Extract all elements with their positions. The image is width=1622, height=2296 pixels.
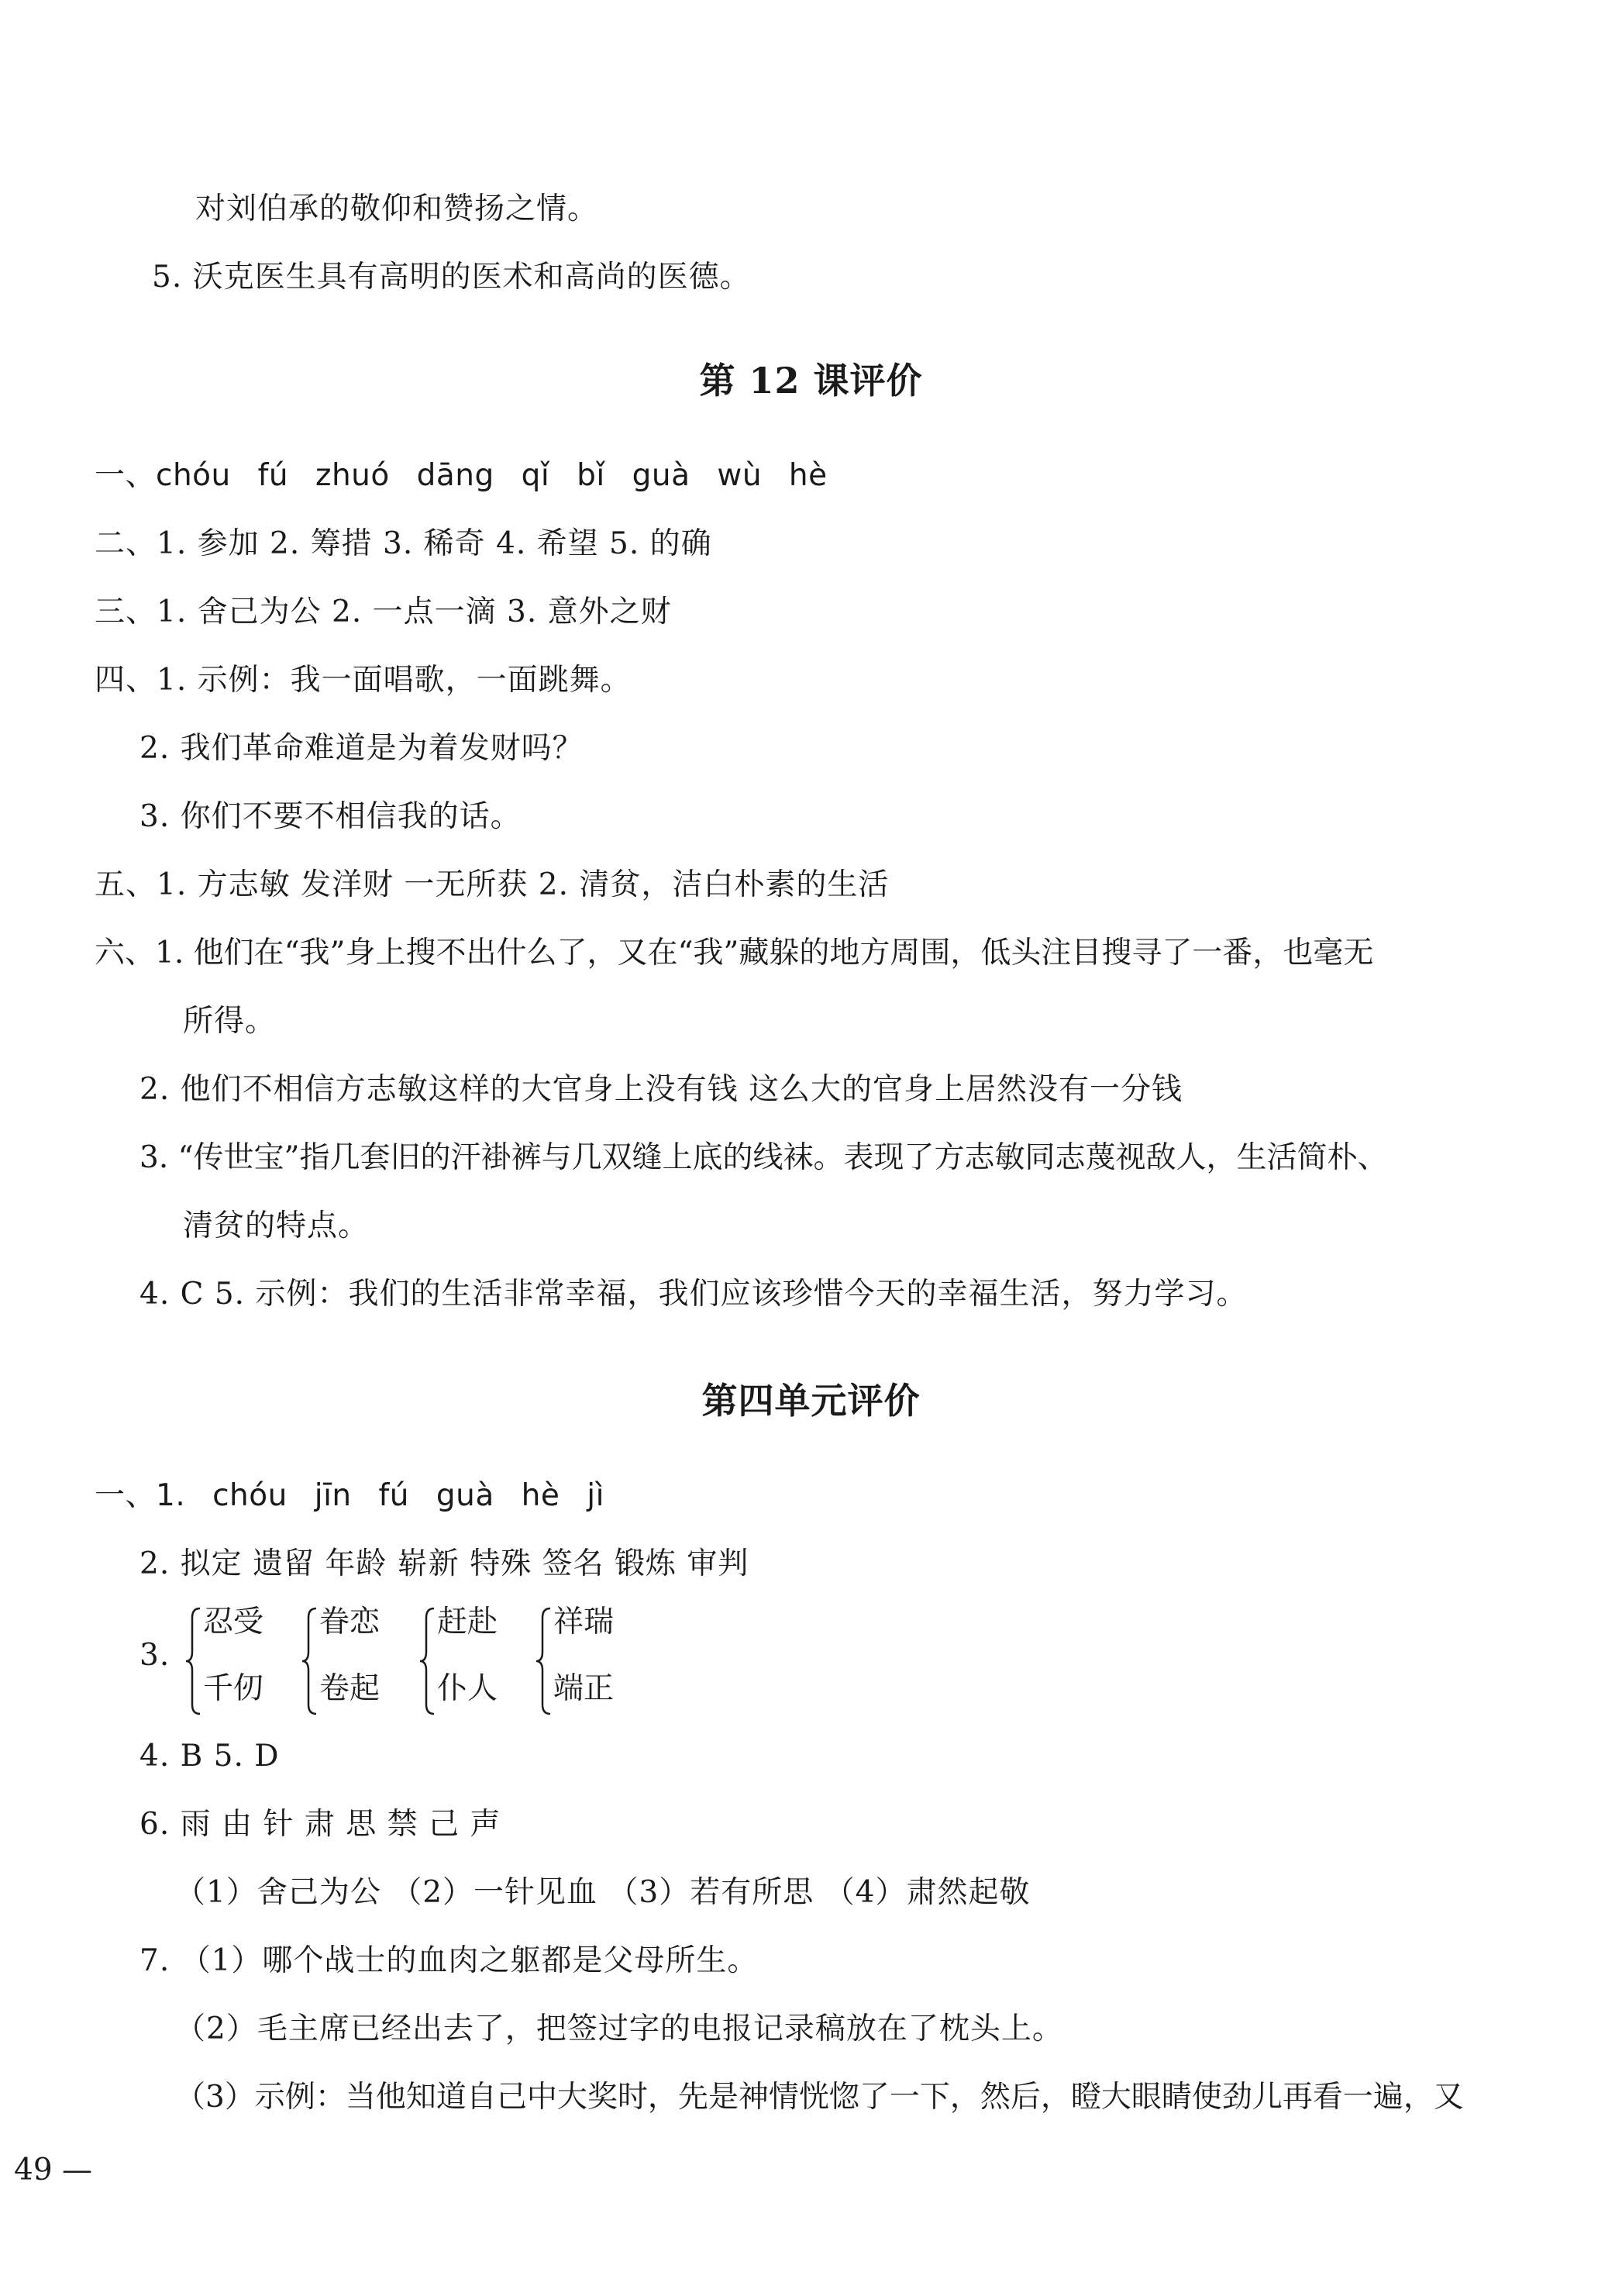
left-brace-icon [184,1607,201,1715]
left-brace-icon [535,1607,552,1715]
word-bottom: 卷起 [319,1671,381,1706]
answer-line: 五、1. 方志敏 发洋财 一无所获 2. 清贫，洁白朴素的生活 [95,867,890,902]
section-heading-unit-4: 第四单元评价 [701,1380,921,1422]
answer-line: 清贫的特点。 [183,1208,370,1243]
question-number: 3. [139,1638,170,1673]
answer-line: 3. “传世宝”指几套旧的汗褂裤与几双缝上底的线袜。表现了方志敏同志蔑视敌人，生活简朴、 [139,1140,1388,1175]
word-bottom: 端正 [553,1671,615,1706]
answer-line: 2. 我们革命难道是为着发财吗？ [139,731,584,766]
answer-line-pinyin: 一、1. chóu jīn fú guà hè jì [95,1478,604,1513]
answer-line-pinyin: 一、chóu fú zhuó dāng qǐ bǐ guà wù hè [95,458,828,493]
answer-line: 2. 拟定 遗留 年龄 崭新 特殊 签名 锻炼 审判 [139,1546,749,1581]
answer-line: 二、1. 参加 2. 筹措 3. 稀奇 4. 希望 5. 的确 [95,526,712,561]
word-bottom: 千仞 [203,1671,264,1706]
left-brace-icon [418,1607,436,1715]
word-bottom: 仆人 [437,1671,498,1706]
answer-line: 六、1. 他们在“我”身上搜不出什么了，又在“我”藏躲的地方周围，低头注目搜寻了一番，也毫无 [95,936,1374,970]
answer-line: 4. C 5. 示例：我们的生活非常幸福，我们应该珍惜今天的幸福生活，努力学习。 [139,1277,1248,1312]
word-top: 眷恋 [319,1605,381,1639]
answer-line: 7. （1）哪个战士的血肉之躯都是父母所生。 [139,1943,759,1978]
left-brace-icon [301,1607,318,1715]
word-top: 忍受 [203,1605,264,1639]
answer-line: （1）舍己为公 （2）一针见血 （3）若有所思 （4）肃然起敬 [175,1875,1031,1910]
answer-line: 4. B 5. D [139,1739,280,1774]
word-top: 赶赴 [437,1605,498,1639]
answer-line: 5. 沃克医生具有高明的医术和高尚的医德。 [152,260,751,295]
answer-line: 所得。 [183,1004,277,1039]
answer-line: 2. 他们不相信方志敏这样的大官身上没有钱 这么大的官身上居然没有一分钱 [139,1072,1183,1107]
answer-line: 四、1. 示例：我一面唱歌，一面跳舞。 [95,663,632,698]
answer-line: 6. 雨 由 针 肃 思 禁 己 声 [139,1807,501,1842]
word-top: 祥瑞 [553,1605,615,1639]
answer-line: （3）示例：当他知道自己中大奖时，先是神情恍惚了一下，然后，瞪大眼睛使劲儿再看一遍，又 [175,2080,1464,2115]
answer-line: 3. 你们不要不相信我的话。 [139,799,522,834]
page-number: 49 — [14,2153,93,2187]
answer-line: （2）毛主席已经出去了，把签过字的电报记录稿放在了枕头上。 [175,2012,1063,2046]
section-heading-lesson-12: 第 12 课评价 [699,360,923,402]
answer-line: 对刘伯承的敬仰和赞扬之情。 [195,191,599,226]
answer-line: 三、1. 舍己为公 2. 一点一滴 3. 意外之财 [95,595,672,629]
